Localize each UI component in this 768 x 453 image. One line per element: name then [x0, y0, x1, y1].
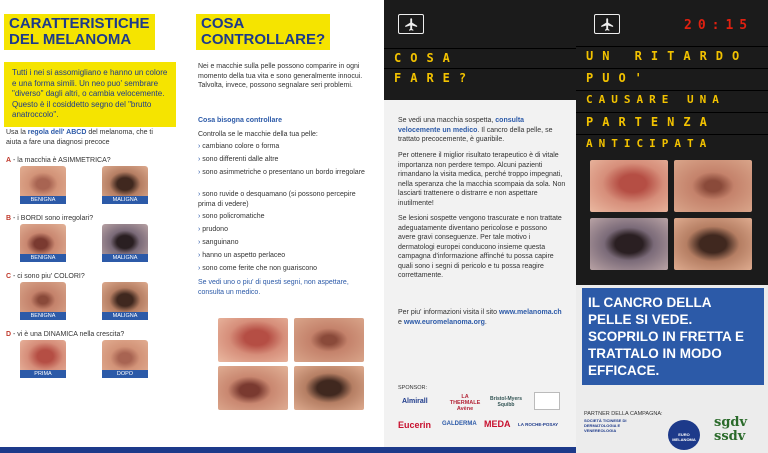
cover-photo-4	[674, 218, 752, 270]
board-row-2: PUO'	[576, 68, 768, 86]
photo-lesion-1	[218, 318, 288, 362]
cover-photo-2	[674, 160, 752, 212]
bullet-icon: ›	[198, 265, 203, 272]
bullet-icon: ›	[198, 191, 203, 198]
panel-what-to-do	[384, 0, 576, 453]
link-euromelanoma[interactable]: www.euromelanoma.org	[403, 318, 485, 326]
cta-headline: IL CANCRO DELLA PELLE SI VEDE. SCOPRILO IN FRETTA E TRATTALO IN MODO EFFICACE.	[582, 288, 764, 385]
bullet-icon: ›	[198, 239, 203, 246]
board-row-5: ANTICIPATA	[576, 134, 768, 152]
airplane-icon	[398, 14, 424, 34]
partner-label: PARTNER DELLA CAMPAGNA:	[584, 411, 663, 417]
bottom-bar-3	[384, 447, 576, 453]
check-item: › sono policromatiche	[198, 213, 265, 220]
label-asymmetry: A - la macchia è ASIMMETRICA?	[6, 157, 111, 164]
photo-lesion-2	[294, 318, 364, 362]
board-row-4: PARTENZA	[576, 112, 768, 130]
check-item: › sono differenti dalle altre	[198, 156, 279, 163]
check-item: › cambiano colore o forma	[198, 143, 280, 150]
photo-lesion-4	[294, 366, 364, 410]
melanoma-title	[4, 14, 155, 50]
logo-stdv: SOCIETÀ TICINESE DI DERMATOLOGIA E VENEREOLOGIA	[584, 418, 627, 433]
caption-benign-c: BENIGNA	[20, 312, 66, 320]
caption-after: DOPO	[102, 370, 148, 378]
check-item: › prudono	[198, 226, 228, 233]
bottom-bar-1	[0, 447, 192, 453]
more-info: Per piu' informazioni visita il sito www.melanoma.ch e www.euromelanoma.org.	[398, 309, 562, 326]
cover-photo-3	[590, 218, 668, 270]
logo-euromelanoma: EURO MELANOMA	[668, 420, 700, 450]
title-line-1: COSA	[201, 15, 245, 32]
label-dynamics: D - vi è una DINAMICA nella crescita?	[6, 331, 125, 338]
what-to-do-p2: Per ottenere il miglior risultato terapeutico è di vitale importanza non perdere tempo. Alcuni pazienti rimandano la visita medica, perché troppo impegnati, nella speranza che la macchia scompaia da sola. Non lasciarti trattenere o distrarre e non aspettare inutilmente!	[398, 152, 566, 207]
panel-what-to-check	[192, 0, 384, 453]
check-closing: Se vedi uno o piu' di questi segni, non aspettare, consulta un medico.	[198, 279, 349, 296]
what-to-do-p1: Se vedi una macchia sospetta, consulta velocemente un medico. Il cancro della pelle, se trattato precocemente, è guaribile.	[398, 117, 553, 143]
ugly-duckling-intro: Tutti i nei si assomigliano e hanno un colore e una forma simili. Un neo puo' sembrare "diverso" dagli altri, o cambia velocemente. Questo è il cosiddetto segno del "brutto anatroccolo".	[4, 62, 176, 127]
board-row-1: UN RITARDO	[576, 46, 768, 64]
logo-almirall: Almirall	[402, 398, 428, 405]
caption-before: PRIMA	[20, 370, 66, 378]
check-item: › hanno un aspetto perlaceo	[198, 252, 286, 259]
bottom-bar-2	[192, 447, 384, 453]
abcd-rule-text: Usa la regola dell' ABCD del melanoma, che ti aiuta a fare una diagnosi precoce	[6, 129, 153, 146]
board-row-2: FARE?	[384, 68, 576, 86]
logo-meda: MEDA	[484, 419, 511, 429]
title-line-1: CARATTERISTICHE	[9, 15, 150, 32]
bullet-icon: ›	[198, 226, 203, 233]
bullet-icon: ›	[198, 213, 203, 220]
bullet-icon: ›	[198, 252, 203, 259]
check-subheading: Cosa bisogna controllare	[198, 117, 283, 124]
board-row-3: CAUSARE UNA	[576, 90, 768, 108]
sponsor-label: SPONSOR:	[398, 385, 428, 391]
link-melanoma-ch[interactable]: www.melanoma.ch	[498, 309, 562, 316]
bullet-icon: ›	[198, 143, 203, 150]
logo-la-roche-posay: LA ROCHE-POSAY	[518, 422, 559, 427]
bullet-icon: ›	[198, 156, 203, 163]
check-item: › sono come ferite che non guariscono	[198, 265, 318, 272]
logo-eucerin: Eucerin	[398, 420, 432, 430]
check-intro: Nei e macchie sulla pelle possono comparire in ogni momento della tua vita e sono generalmente innocui. Talvolta, invece, possono segnalare seri problemi.	[198, 63, 363, 89]
departure-board-large	[576, 0, 768, 285]
logo-crest	[534, 392, 560, 410]
logo-galderma: GALDERMA	[442, 421, 477, 427]
panel-melanoma-characteristics	[0, 0, 192, 453]
departure-clock: 20:15	[684, 18, 754, 33]
caption-malignant-a: MALIGNA	[102, 196, 148, 204]
caption-benign-b: BENIGNA	[20, 254, 66, 262]
departure-board-small	[384, 0, 576, 100]
logo-avene: LA THERMALE Avène	[449, 394, 481, 412]
photo-lesion-3	[218, 366, 288, 410]
check-item: › sono asimmetriche o presentano un bordo irregolare	[198, 169, 365, 176]
logo-bms: Bristol-Myers Squibb	[490, 396, 522, 408]
title-line-2: DEL MELANOMA	[9, 31, 132, 48]
cover-photo-1	[590, 160, 668, 212]
check-item: › sono ruvide o desquamano (si possono percepire prima di vedere)	[198, 191, 356, 208]
panel-cover	[576, 0, 768, 453]
airplane-icon	[594, 14, 620, 34]
caption-malignant-c: MALIGNA	[102, 312, 148, 320]
label-borders: B - i BORDI sono irregolari?	[6, 215, 94, 222]
logo-sgdv: sgdv ssdv	[714, 415, 748, 444]
check-title	[196, 14, 330, 50]
check-item: › sanguinano	[198, 239, 239, 246]
bullet-icon: ›	[198, 169, 203, 176]
caption-benign-a: BENIGNA	[20, 196, 66, 204]
what-to-do-p3: Se lesioni sospette vengono trascurate e non trattate adeguatamente diventano pericolose e possono avere gravi conseguenze. Per tale motivo i dermatologi europei conducono insieme questa campagna d'informazione affinché tu possa capire quali sono i segni di pericolo e tu possa reagire correttamente.	[398, 215, 562, 279]
board-row-1: COSA	[384, 48, 576, 66]
check-lead: Controlla se le macchie della tua pelle:	[198, 131, 318, 138]
label-colors: C - ci sono piu' COLORI?	[6, 273, 85, 280]
caption-malignant-b: MALIGNA	[102, 254, 148, 262]
title-line-2: CONTROLLARE?	[201, 31, 326, 48]
